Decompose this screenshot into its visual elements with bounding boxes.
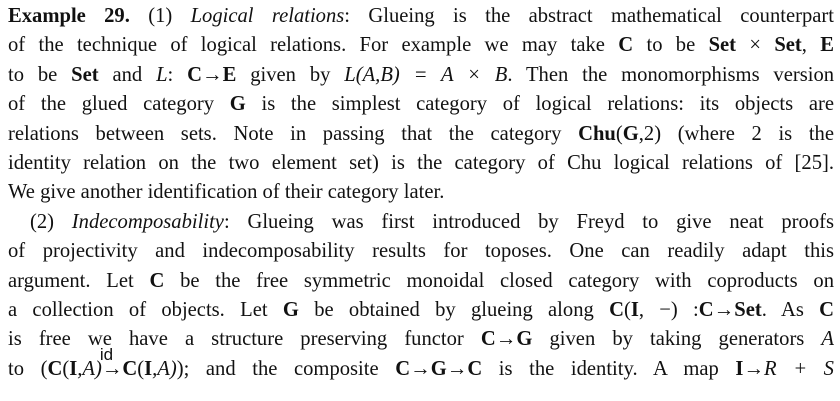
id-arrow: id → (99, 344, 123, 380)
text-line-5: relations between sets. Note in passing that the category Chu(G,2) (where 2 is the (8, 122, 834, 145)
text-line-10: argument. Let C be the free symmetric monoidal closed category with coproducts on (8, 269, 834, 292)
text-line-1: Example 29. (1) Logical relations: Glueing is the abstract mathematical counterpart (8, 5, 834, 27)
paper-text-block (8, 2, 834, 384)
formula-l-ab: L(A,B) = A × B (344, 63, 508, 86)
text-line-6: identity relation on the two element set) is the category of Chu logical relations of [25]. (8, 151, 834, 174)
text-line-8: (2) Indecomposability: Glueing was first introduced by Freyd to give neat proofs (30, 210, 835, 233)
id-label: id (99, 344, 114, 364)
text-line-12: is free we have a structure preserving functor C→G given by taking generators A (8, 328, 835, 351)
text-line-3: to be Set and L: C→E given by L(A,B) = A × B. Then the monomorphisms version (8, 63, 835, 86)
item1-title: Logical relations (190, 5, 345, 27)
text-line-2: of the technique of logical relations. For example we may take C to be Set × Set, E (8, 34, 834, 57)
text-line-9: of projectivity and indecomposability results for toposes. One can readily adapt this (8, 240, 834, 263)
text-line-4: of the glued category G is the simplest category of logical relations: its objects are (8, 93, 834, 116)
text-line-11: a collection of objects. Let G be obtained by glueing along C(I, −) :C→Set. As C (8, 298, 835, 321)
text-line-13: to (C(I,A) id →C(I,A)); and the composite C→G→C is the identity. A map I→R + S (8, 344, 834, 380)
example-heading: Example 29. (8, 5, 130, 27)
item2-title: Indecomposability (71, 210, 224, 233)
text-line-7: We give another identification of their category later. (8, 181, 445, 204)
